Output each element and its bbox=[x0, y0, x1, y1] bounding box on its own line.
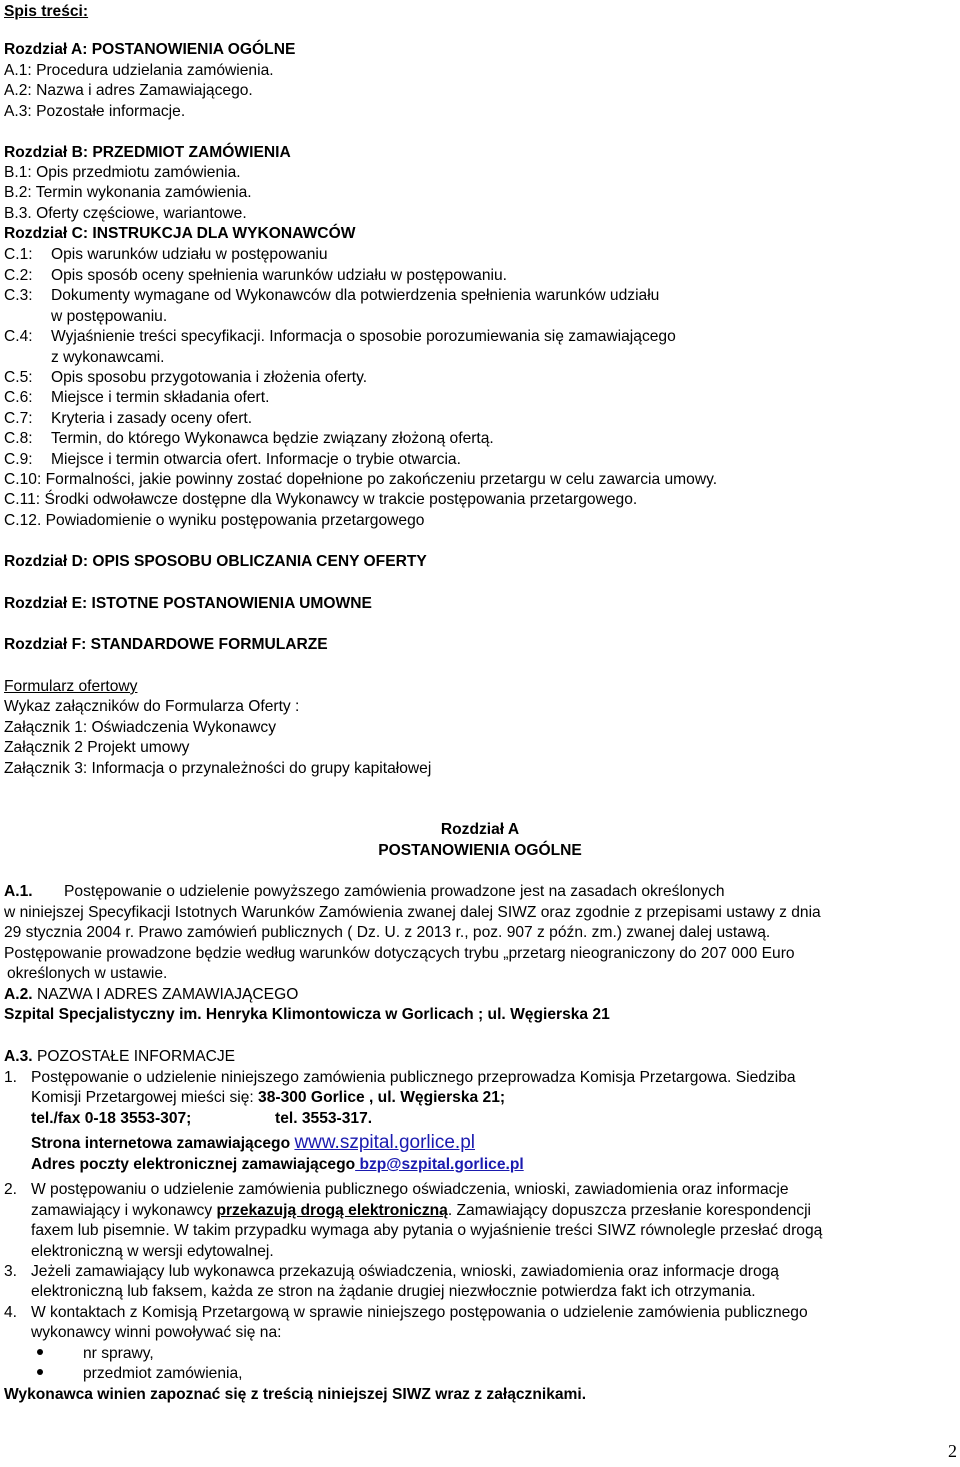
a1-line: Postępowanie prowadzone będzie według warunków dotyczących trybu „przetarg nieograniczony do 207 000 Euro bbox=[4, 945, 795, 962]
a3-item-2-line: zamawiający i wykonawcy przekazują drogą elektroniczną. Zamawiający dopuszcza przesłanie korespondencji bbox=[31, 1202, 812, 1219]
a3-item-1-line: Komisji Przetargowej mieści się: 38-300 Gorlice , ul. Węgierska 21; bbox=[31, 1089, 506, 1106]
a2-name: Szpital Specjalistyczny im. Henryka Klimontowicza w Gorlicach ; ul. Węgierska 21 bbox=[4, 1006, 610, 1023]
toc-section-d: Rozdział D: OPIS SPOSOBU OBLICZANIA CENY OFERTY bbox=[4, 553, 427, 570]
a3-phones: tel./fax 0-18 3553-307; tel. 3553-317. bbox=[31, 1110, 373, 1127]
a3-item-2-line: elektroniczną w wersji edytowalnej. bbox=[31, 1243, 274, 1260]
toc-item: C.3: Dokumenty wymagane od Wykonawców dla potwierdzenia spełnienia warunków udziału bbox=[4, 287, 660, 304]
bullet-item: przedmiot zamówienia, bbox=[31, 1364, 242, 1384]
a3-item-1: 1. Postępowanie o udzielenie niniejszego zamówienia publicznego przeprowadza Komisja Przetargowa. Siedziba bbox=[4, 1069, 796, 1086]
toc-item: C.1: Opis warunków udziału w postępowaniu bbox=[4, 246, 328, 263]
toc-section-c: Rozdział C: INSTRUKCJA DLA WYKONAWCÓW bbox=[4, 225, 356, 242]
a1-line: A.1. Postępowanie o udzielenie powyższego zamówienia prowadzone jest na zasadach określonych bbox=[4, 883, 725, 900]
toc-item: A.2: Nazwa i adres Zamawiającego. bbox=[4, 82, 253, 99]
toc-attachment: Załącznik 1: Oświadczenia Wykonawcy bbox=[4, 719, 276, 736]
toc-section-a: Rozdział A: POSTANOWIENIA OGÓLNE bbox=[4, 41, 296, 58]
closing-note: Wykonawca winien zapoznać się z treścią niniejszej SIWZ wraz z załącznikami. bbox=[4, 1386, 587, 1403]
toc-item-cont: z wykonawcami. bbox=[51, 349, 165, 366]
toc-offer-form: Formularz ofertowy bbox=[4, 678, 138, 695]
toc-item: B.1: Opis przedmiotu zamówienia. bbox=[4, 164, 241, 181]
bullet-icon bbox=[37, 1349, 43, 1355]
a3-item-3: 3. Jeżeli zamawiający lub wykonawca przekazują oświadczenia, wnioski, zawiadomienia oraz informacje drogą bbox=[4, 1263, 779, 1280]
a3-email: Adres poczty elektronicznej zamawiającego bzp@szpital.gorlice.pl bbox=[31, 1156, 524, 1173]
a1-line: w niniejszej Specyfikacji Istotnych Warunków Zamówienia zwanej dalej SIWZ oraz zgodnie z przepisami ustawy z dnia bbox=[4, 904, 821, 921]
toc-section-f: Rozdział F: STANDARDOWE FORMULARZE bbox=[4, 636, 328, 653]
a1-line: określonych w ustawie. bbox=[7, 965, 168, 982]
toc-section-e: Rozdział E: ISTOTNE POSTANOWIENIA UMOWNE bbox=[4, 595, 372, 612]
a1-line: 29 stycznia 2004 r. Prawo zamówień publicznych ( Dz. U. z 2013 r., poz. 907 z późn. zm.) zwanej dalej ustawą. bbox=[4, 924, 771, 941]
a3-item-2-line: faxem lub pisemnie. W takim przypadku wymaga aby pytania o wyjaśnienie treści SIWZ równolegle przesłać drogą bbox=[31, 1222, 823, 1239]
toc-attachments-intro: Wykaz załączników do Formularza Oferty : bbox=[4, 698, 300, 715]
toc-item-cont: w postępowaniu. bbox=[51, 308, 168, 325]
a3-heading: A.3. POZOSTAŁE INFORMACJE bbox=[4, 1048, 236, 1065]
bullet-item: nr sprawy, bbox=[31, 1344, 154, 1364]
a3-item-4: 4. W kontaktach z Komisją Przetargową w sprawie niniejszego postępowania o udzielenie zamówienia publicznego bbox=[4, 1304, 808, 1321]
a3-item-2: 2. W postępowaniu o udzielenie zamówienia publicznego oświadczenia, wnioski, zawiadomienia oraz informacje bbox=[4, 1181, 789, 1198]
toc-item: C.10: Formalności, jakie powinny zostać dopełnione po zakończeniu przetargu w celu zawarcia umowy. bbox=[4, 471, 718, 488]
toc-item: C.4: Wyjaśnienie treści specyfikacji. Informacja o sposobie porozumiewania się zamawiającego bbox=[4, 328, 676, 345]
toc-item: C.5: Opis sposobu przygotowania i złożenia oferty. bbox=[4, 369, 368, 386]
toc-item: B.3. Oferty częściowe, wariantowe. bbox=[4, 205, 247, 222]
bullet-icon bbox=[37, 1369, 43, 1375]
toc-item: C.2: Opis sposób oceny spełnienia warunków udziału w postępowaniu. bbox=[4, 267, 507, 284]
toc-item: C.8: Termin, do którego Wykonawca będzie związany złożoną ofertą. bbox=[4, 430, 494, 447]
a3-item-3-line: elektroniczną lub faksem, każda ze stron na żądanie drugiej niezwłocznie potwierdza fakt ich otrzymania. bbox=[31, 1283, 756, 1300]
chapter-subtitle: POSTANOWIENIA OGÓLNE bbox=[378, 842, 582, 859]
toc-item: B.2: Termin wykonania zamówienia. bbox=[4, 184, 252, 201]
toc-section-b: Rozdział B: PRZEDMIOT ZAMÓWIENIA bbox=[4, 144, 291, 161]
toc-item: C.12. Powiadomienie o wyniku postępowania przetargowego bbox=[4, 512, 425, 529]
toc-heading: Spis treści: bbox=[4, 3, 89, 20]
a3-item-4-line: wykonawcy winni powoływać się na: bbox=[31, 1324, 282, 1341]
toc-item: A.1: Procedura udzielania zamówienia. bbox=[4, 62, 274, 79]
email-link[interactable]: bzp@szpital.gorlice.pl bbox=[355, 1156, 524, 1173]
toc-attachment: Załącznik 3: Informacja o przynależności do grupy kapitałowej bbox=[4, 760, 432, 777]
toc-item: C.6: Miejsce i termin składania ofert. bbox=[4, 389, 270, 406]
toc-item: A.3: Pozostałe informacje. bbox=[4, 103, 186, 120]
page-number: 2 bbox=[948, 1441, 957, 1461]
toc-item: C.11: Środki odwoławcze dostępne dla Wykonawcy w trakcie postępowania przetargowego. bbox=[4, 491, 638, 508]
website-link[interactable]: www.szpital.gorlice.pl bbox=[294, 1132, 476, 1153]
toc-item: C.7: Kryteria i zasady oceny ofert. bbox=[4, 410, 253, 427]
a2-heading: A.2. NAZWA I ADRES ZAMAWIAJĄCEGO bbox=[4, 986, 299, 1003]
chapter-title: Rozdział A bbox=[440, 821, 520, 838]
toc-item: C.9: Miejsce i termin otwarcia ofert. Informacje o trybie otwarcia. bbox=[4, 451, 461, 468]
a3-website: Strona internetowa zamawiającego www.szpital.gorlice.pl bbox=[31, 1132, 476, 1153]
toc-attachment: Załącznik 2 Projekt umowy bbox=[4, 739, 190, 756]
